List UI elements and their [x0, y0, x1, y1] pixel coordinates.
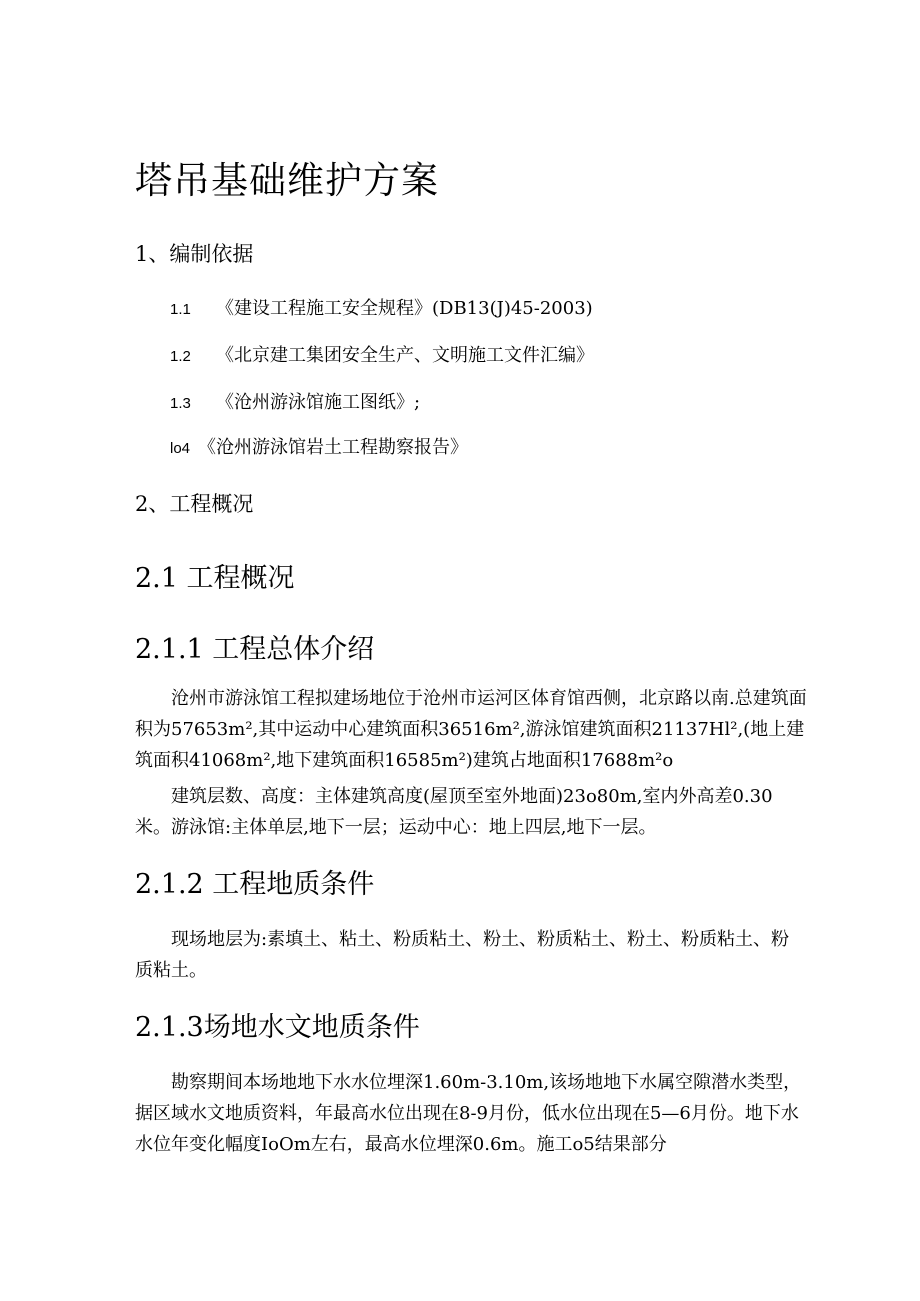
paragraph-project-intro: 沧州市游泳馆工程拟建场地位于沧州市运河区体育馆西侧，北京路以南.总建筑面积为57653m²,其中运动中心建筑面积36516m²,游泳馆建筑面积21137Hl²,(地上建筑面积41068m²,地下建筑面积16585m²)建筑占地面积17688m²o — [135, 688, 807, 771]
reference-text: 《建设工程施工安全规程》(DB13(J)45-2003) — [216, 298, 593, 319]
subsection-heading-2-1: 2.1 工程概况 — [135, 563, 295, 594]
reference-item-3 — [170, 388, 420, 414]
reference-text: 《沧州游泳馆岩土工程勘察报告》 — [198, 437, 468, 458]
subsection-heading-2-1-3: 2.1.3场地水文地质条件 — [135, 1012, 420, 1043]
reference-item-2 — [170, 341, 594, 367]
section-heading-overview: 2、工程概况 — [135, 492, 254, 516]
reference-text: 《沧州游泳馆施工图纸》; — [216, 392, 421, 413]
reference-text: 《北京建工集团安全生产、文明施工文件汇编》 — [216, 345, 594, 366]
reference-number: lo4 — [170, 440, 191, 457]
subsection-heading-2-1-2: 2.1.2 工程地质条件 — [135, 869, 375, 900]
subsection-heading-2-1-1: 2.1.1 工程总体介绍 — [135, 634, 375, 665]
reference-number: 1.2 — [170, 348, 191, 365]
reference-item-4 — [170, 433, 468, 459]
document-title: 塔吊基础维护方案 — [135, 159, 439, 202]
reference-item-1 — [170, 294, 593, 320]
paragraph-building-height: 建筑层数、高度：主体建筑高度(屋顶至室外地面)23o80m,室内外高差0.30米。游泳馆:主体单层,地下一层；运动中心：地上四层,地下一层。 — [135, 786, 773, 838]
section-heading-basis: 1、编制依据 — [135, 242, 254, 266]
reference-number: 1.1 — [170, 301, 191, 318]
reference-number: 1.3 — [170, 395, 191, 412]
paragraph-hydrogeology: 勘察期间本场地地下水水位埋深1.60m-3.10m,该场地地下水属空隙潜水类型，据区域水文地质资料，年最高水位出现在8-9月份，低水位出现在5—6月份。地下水水位年变化幅度IoOm左右，最高水位埋深0.6m。施工o5结果部分 — [135, 1072, 802, 1155]
paragraph-geology: 现场地层为:素填土、粘土、粉质粘土、粉土、粉质粘土、粉土、粉质粘土、粉质粘土。 — [135, 929, 790, 981]
